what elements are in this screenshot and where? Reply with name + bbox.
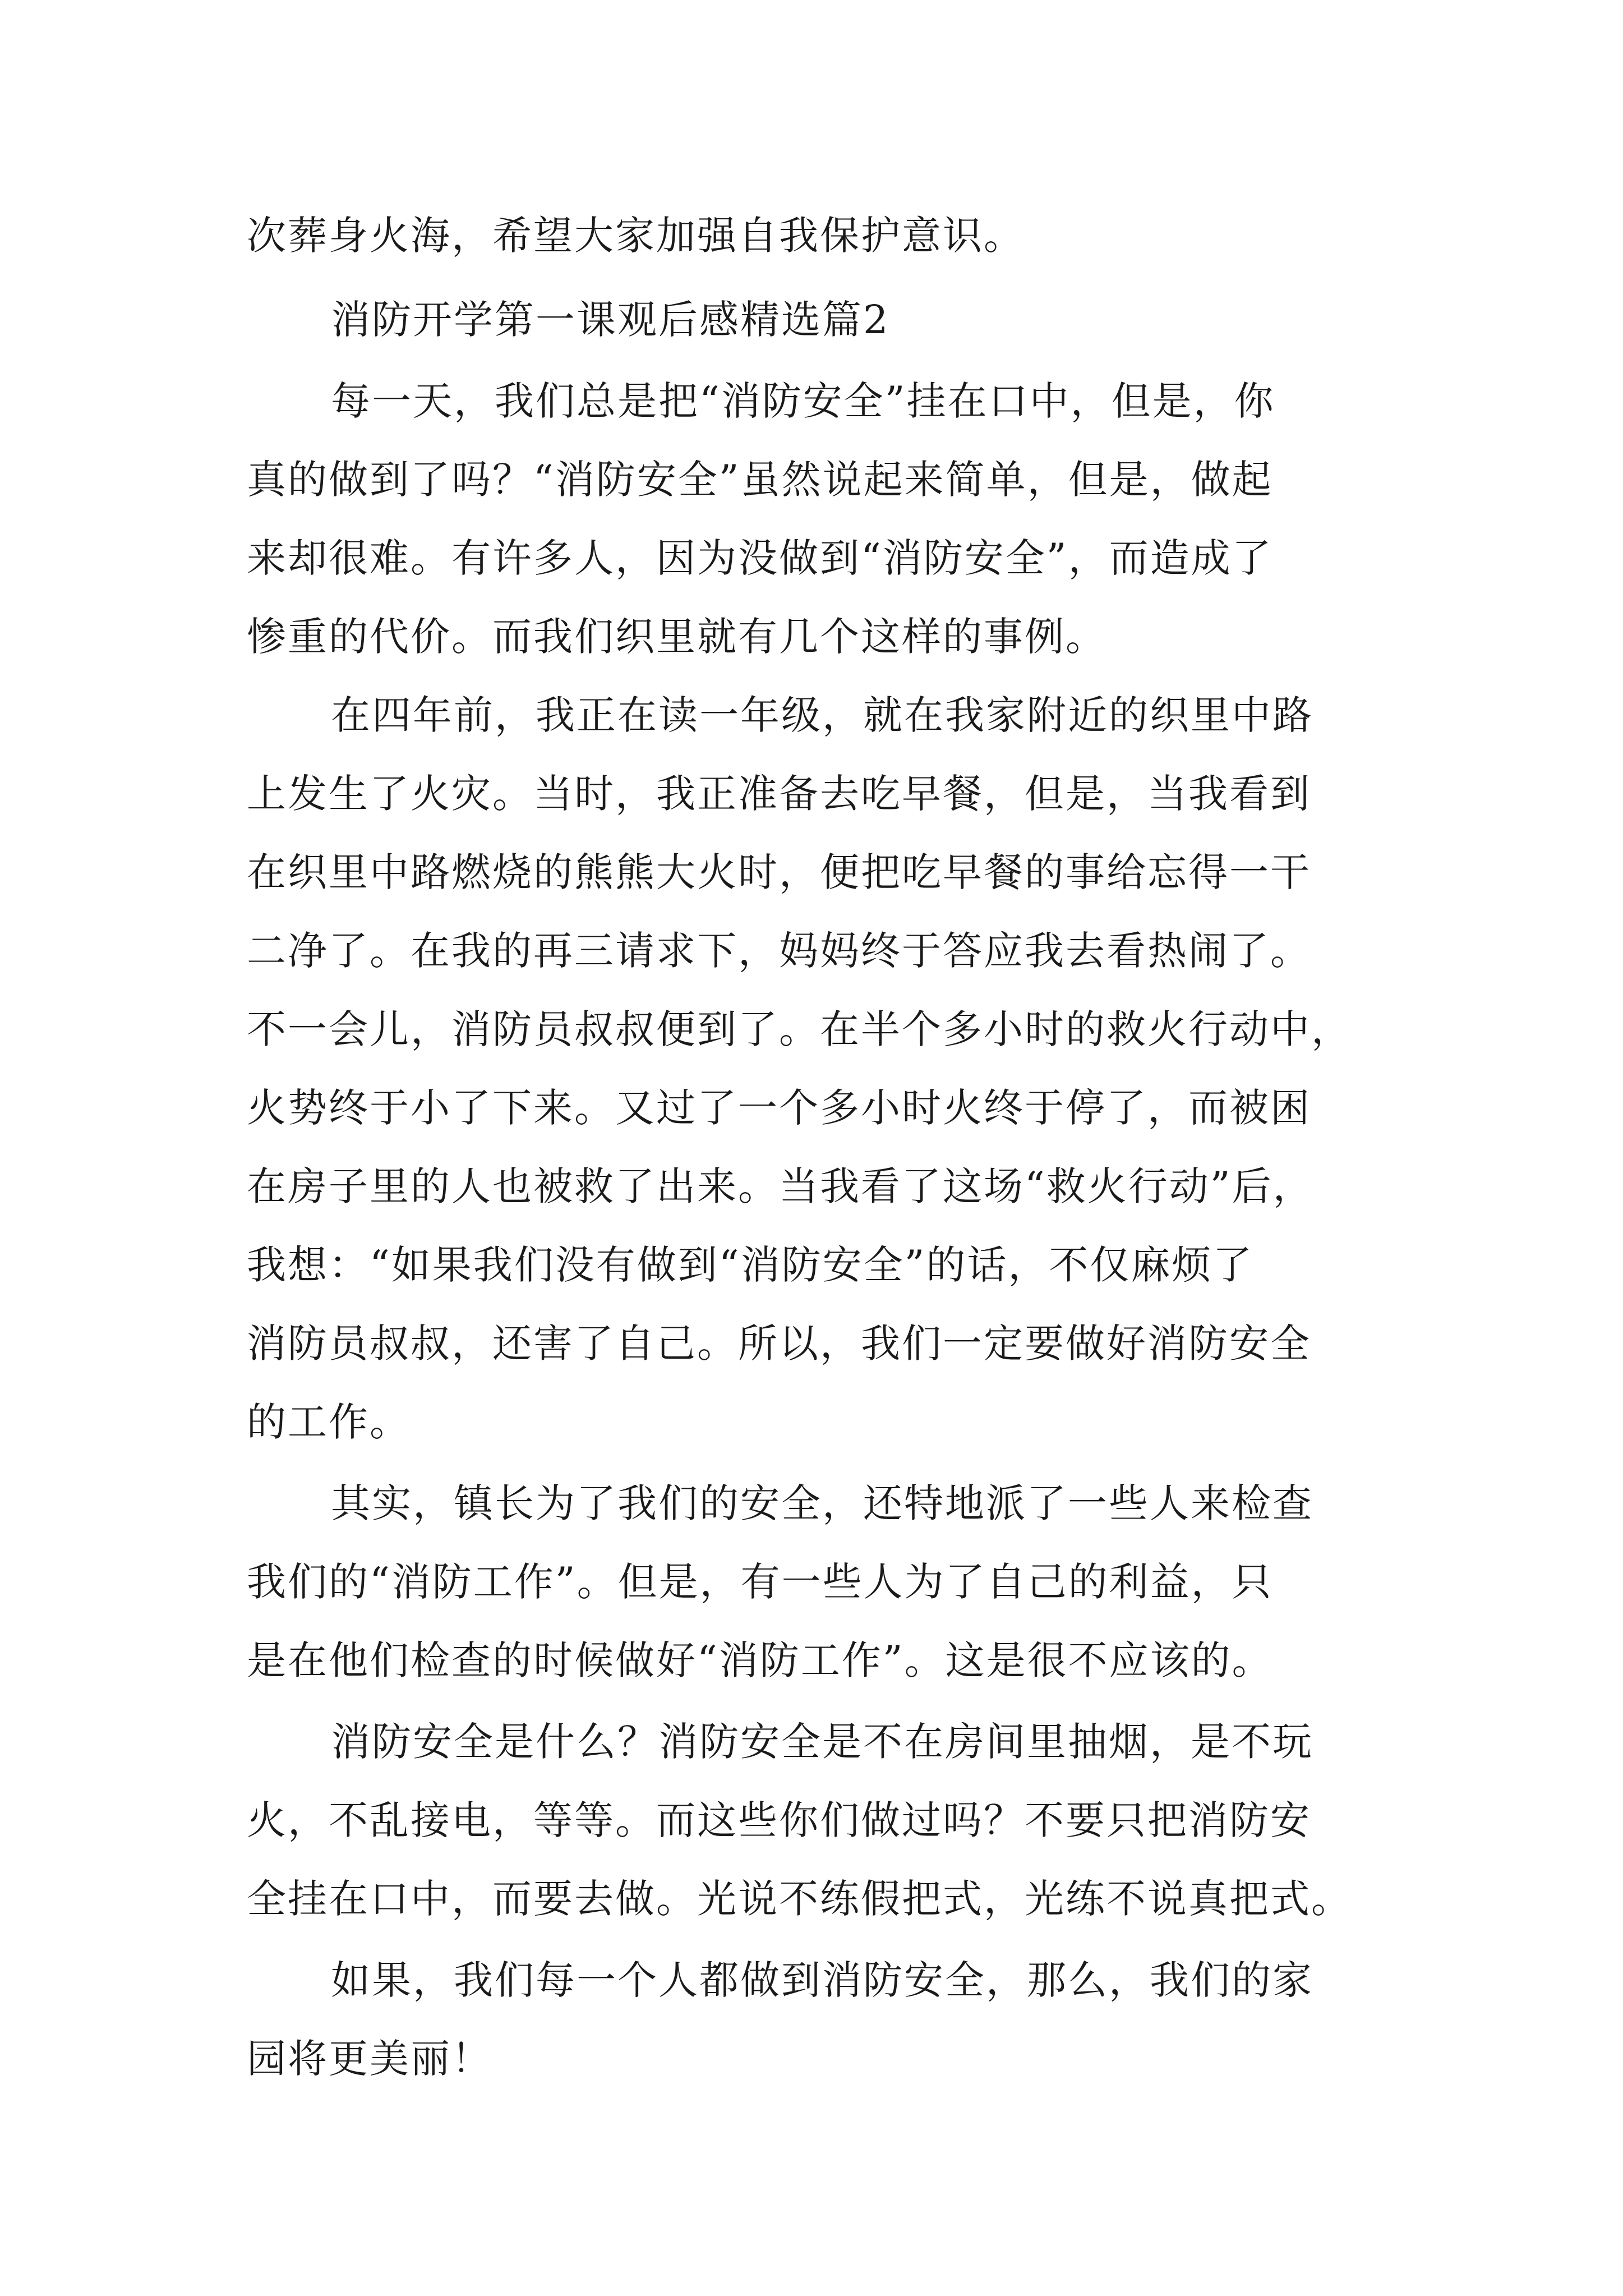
text-line: 的工作。 [247,1399,411,1445]
text-line: 每一天，我们总是把“消防安全”挂在口中，但是，你 [331,378,1275,424]
text-line: 全挂在口中，而要去做。光说不练假把式，光练不说真把式。 [247,1876,1352,1922]
text-line: 火势终于小了下来。又过了一个多小时火终于停了，而被困 [247,1085,1311,1131]
text-line: 上发生了火灾。当时，我正准备去吃早餐，但是，当我看到 [247,771,1311,817]
text-line: 次葬身火海，希望大家加强自我保护意识。 [247,213,1025,259]
text-line: 在织里中路燃烧的熊熊大火时，便把吃早餐的事给忘得一干 [247,849,1311,895]
text-line: 其实，镇长为了我们的安全，还特地派了一些人来检查 [331,1480,1313,1526]
text-line: 园将更美丽！ [247,2036,492,2082]
text-line: 来却很难。有许多人，因为没做到“消防安全”，而造成了 [247,535,1273,581]
section-heading: 消防开学第一课观后感精选篇2 [331,297,890,343]
text-line: 我们的“消防工作”。但是，有一些人为了自己的利益，只 [247,1559,1273,1605]
text-line: 消防员叔叔，还害了自己。所以，我们一定要做好消防安全 [247,1320,1311,1366]
text-line: 火，不乱接电，等等。而这些你们做过吗？不要只把消防安 [247,1797,1311,1843]
text-line: 如果，我们每一个人都做到消防安全，那么，我们的家 [331,1957,1313,2003]
text-line: 在房子里的人也被救了出来。当我看了这场“救火行动”后， [247,1163,1314,1209]
text-line: 消防安全是什么？消防安全是不在房间里抽烟，是不玩 [331,1719,1313,1765]
text-line: 在四年前，我正在读一年级，就在我家附近的织里中路 [331,692,1313,738]
text-line: 我想：“如果我们没有做到“消防安全”的话，不仅麻烦了 [247,1242,1254,1288]
text-line: 不一会儿，消防员叔叔便到了。在半个多小时的救火行动中， [247,1006,1352,1052]
text-line: 惨重的代价。而我们织里就有几个这样的事例。 [247,614,1106,660]
text-line: 二净了。在我的再三请求下，妈妈终于答应我去看热闹了。 [247,928,1311,974]
text-line: 真的做到了吗？“消防安全”虽然说起来简单，但是，做起 [247,457,1273,503]
text-line: 是在他们检查的时候做好“消防工作”。这是很不应该的。 [247,1637,1273,1683]
